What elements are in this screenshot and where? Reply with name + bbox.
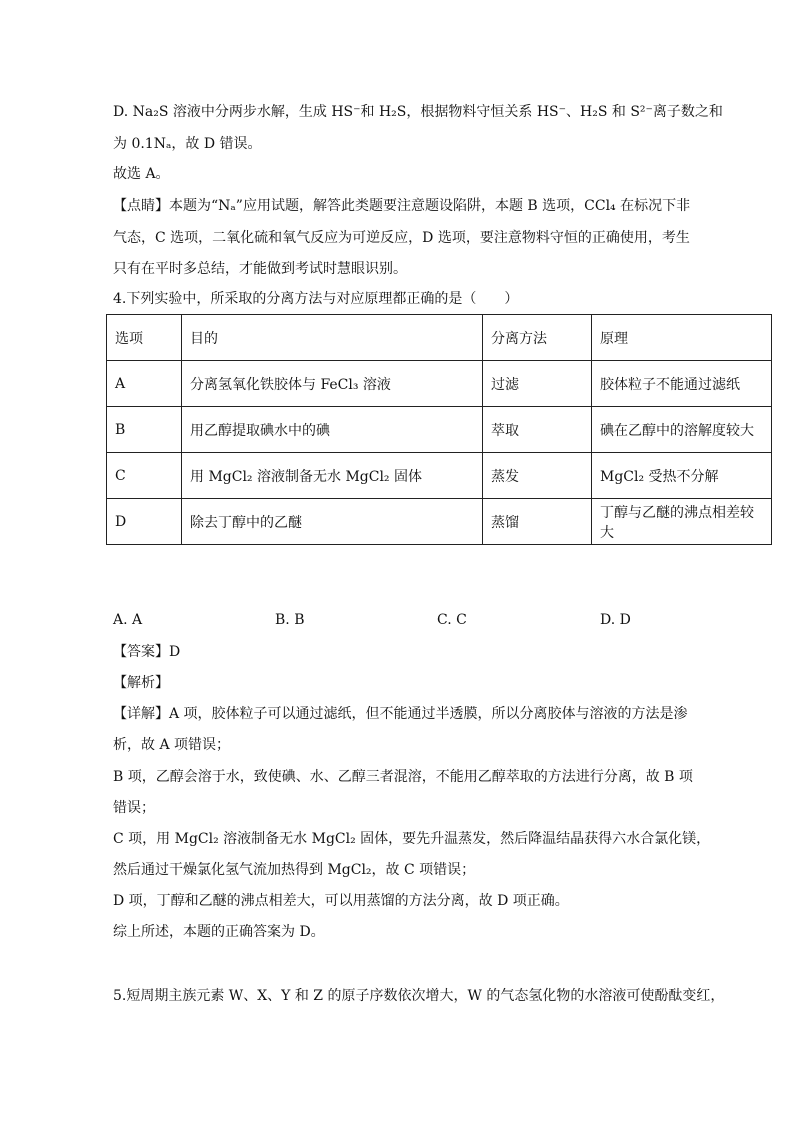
table-row (107, 361, 772, 407)
question-4-title: 4.下列实验中，所采取的分离方法与对应原理都正确的是（ ） (113, 291, 519, 307)
table-cell: 过滤 (483, 361, 592, 407)
table-header-cell: 选项 (107, 315, 182, 361)
detail-line-2: 析，故 A 项错误； (113, 737, 231, 753)
table-cell: A (107, 361, 182, 407)
summary-line: 综上所述，本题的正确答案为 D。 (113, 924, 325, 940)
detail-line-3: B 项，乙醇会溶于水，致使碘、水、乙醇三者混溶，不能用乙醇萃取的方法进行分离，故 B 项 (113, 769, 693, 785)
table-cell: 分离氢氧化铁胶体与 FeCl₃ 溶液 (182, 361, 483, 407)
answer-line: 【答案】D (113, 644, 181, 660)
table-cell: D (107, 499, 182, 545)
table-header-cell: 原理 (592, 315, 772, 361)
answer-selection: 故选 A。 (113, 166, 170, 182)
option-d-explanation-line-1: D. Na₂S 溶液中分两步水解，生成 HS⁻和 H₂S，根据物料守恒关系 HS⁻、H₂S 和 S²⁻离子数之和 (113, 104, 723, 120)
table-cell: 除去丁醇中的乙醚 (182, 499, 483, 545)
question-5-title: 5.短周期主族元素 W、X、Y 和 Z 的原子序数依次增大，W 的气态氢化物的水溶液可使酚酞变红， (113, 988, 725, 1004)
table-cell: 萃取 (483, 407, 592, 453)
table-row (107, 407, 772, 453)
table-header-cell: 目的 (182, 315, 483, 361)
table-cell: 蒸馏 (483, 499, 592, 545)
table-cell: C (107, 453, 182, 499)
table-cell: MgCl₂ 受热不分解 (592, 453, 772, 499)
option-d-explanation-line-2: 为 0.1Nₐ，故 D 错误。 (113, 136, 262, 152)
key-point-line-2: 气态，C 选项，二氧化硫和氧气反应为可逆反应，D 选项，要注意物料守恒的正确使用，考生 (113, 230, 690, 246)
detail-line-7: D 项，丁醇和乙醚的沸点相差大，可以用蒸馏的方法分离，故 D 项正确。 (113, 893, 569, 909)
table-header-cell: 分离方法 (483, 315, 592, 361)
table-cell: 用乙醇提取碘水中的碘 (182, 407, 483, 453)
choice-d: D. D (600, 612, 631, 628)
detail-line-1: 【详解】A 项，胶体粒子可以通过滤纸，但不能通过半透膜，所以分离胶体与溶液的方法是渗 (113, 706, 688, 722)
choice-b: B. B (275, 612, 305, 628)
table-cell: 丁醇与乙醚的沸点相差较大 (592, 499, 772, 545)
key-point-line-3: 只有在平时多总结，才能做到考试时慧眼识别。 (113, 261, 407, 277)
table-cell: 蒸发 (483, 453, 592, 499)
key-point-line-1: 【点睛】本题为“Nₐ”应用试题，解答此类题要注意题设陷阱，本题 B 选项，CCl₄ 在标况下非 (113, 198, 691, 214)
table-cell: 胶体粒子不能通过滤纸 (592, 361, 772, 407)
detail-line-4: 错误； (113, 800, 155, 816)
table-row (107, 499, 772, 545)
table-header-row (107, 315, 772, 361)
table-cell: 碘在乙醇中的溶解度较大 (592, 407, 772, 453)
table-row (107, 453, 772, 499)
analysis-label: 【解析】 (113, 675, 169, 691)
separation-methods-table (106, 314, 772, 545)
table-cell: 用 MgCl₂ 溶液制备无水 MgCl₂ 固体 (182, 453, 483, 499)
table-cell: B (107, 407, 182, 453)
detail-line-6: 然后通过干燥氯化氢气流加热得到 MgCl₂，故 C 项错误； (113, 862, 476, 878)
choice-c: C. C (437, 612, 467, 628)
detail-line-5: C 项，用 MgCl₂ 溶液制备无水 MgCl₂ 固体，要先升温蒸发，然后降温结晶获得六水合氯化镁， (113, 831, 711, 847)
choice-a: A. A (113, 612, 143, 628)
